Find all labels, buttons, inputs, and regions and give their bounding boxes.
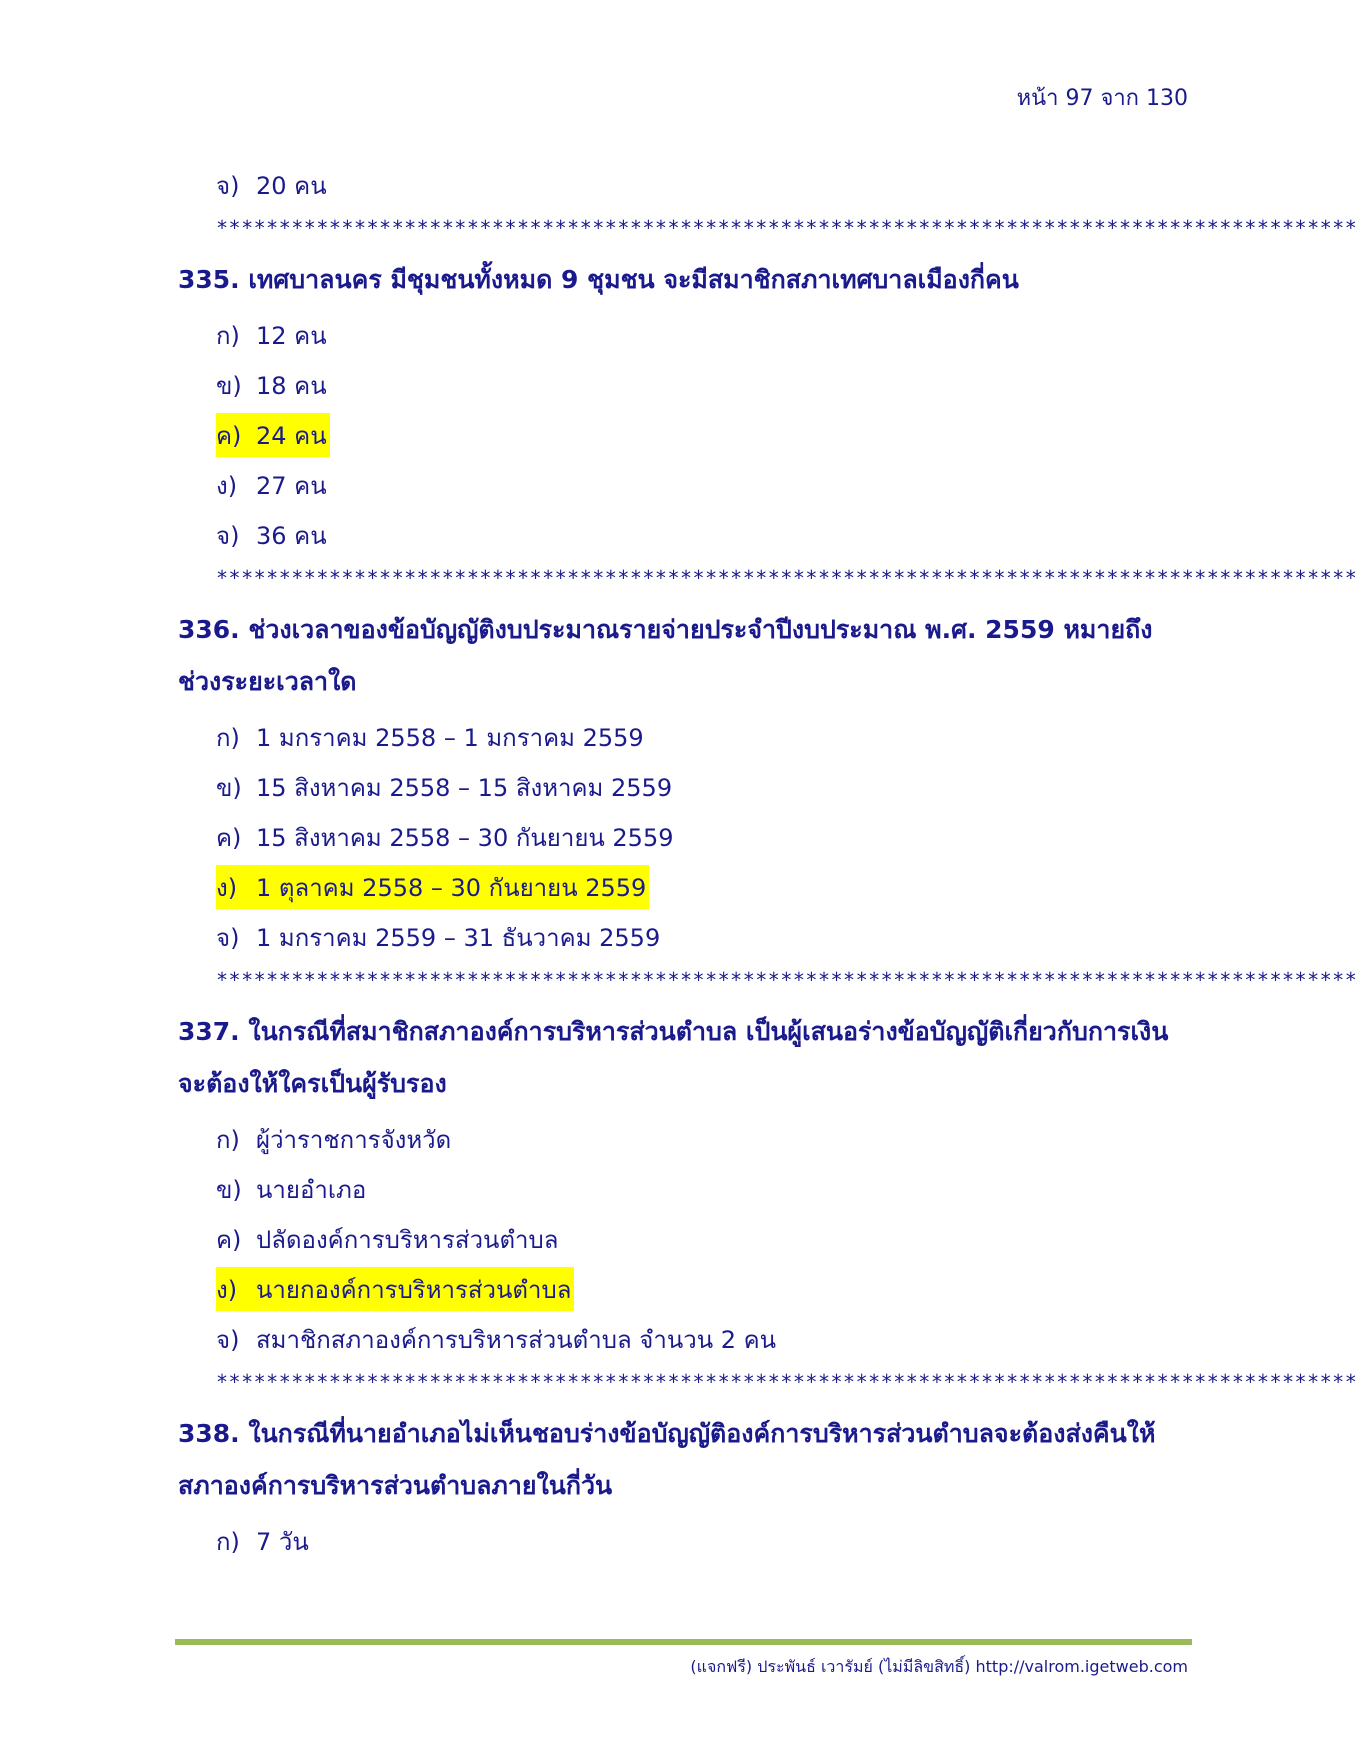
option-letter: จ) [216, 521, 240, 550]
option-content [216, 463, 330, 507]
option-content [216, 1317, 779, 1361]
option-content [216, 363, 330, 407]
option-text: 27 คน [256, 471, 327, 500]
option-text: นายอำเภอ [256, 1175, 367, 1204]
option-text: สมาชิกสภาองค์การบริหารส่วนตำบล จำนวน 2 คน [256, 1325, 777, 1354]
option-letter: ข) [216, 371, 242, 400]
option-text: 12 คน [256, 321, 327, 350]
option-letter: ข) [216, 1175, 242, 1204]
option-text: 1 มกราคม 2558 – 1 มกราคม 2559 [256, 723, 644, 752]
option-letter: จ) [216, 923, 240, 952]
option-content [216, 1519, 312, 1563]
highlighted-answer [216, 1267, 574, 1311]
highlighted-answer [216, 413, 330, 457]
option-content [216, 163, 330, 207]
option-letter: ข) [216, 773, 242, 802]
option-content [216, 1117, 454, 1161]
option-row [178, 912, 1190, 962]
option-letter: ก) [216, 321, 240, 350]
option-row-answer [178, 862, 1190, 912]
option-row [178, 460, 1190, 510]
option-row [178, 510, 1190, 560]
option-row [178, 812, 1190, 862]
question-336: 336. ช่วงเวลาของข้อบัญญัติงบประมาณรายจ่ายประจำปีงบประมาณ พ.ศ. 2559 หมายถึงช่วงระยะเวลาใด [178, 615, 1153, 696]
option-text: 20 คน [256, 171, 327, 200]
option-content [216, 313, 330, 357]
option-row [178, 1214, 1190, 1264]
option-text: 1 มกราคม 2559 – 31 ธันวาคม 2559 [256, 923, 661, 952]
option-content [216, 765, 675, 809]
option-text: 7 วัน [256, 1527, 309, 1556]
option-text: 18 คน [256, 371, 327, 400]
option-letter: ค) [216, 1225, 242, 1254]
footer-rule [175, 1639, 1192, 1645]
option-row-answer [178, 1264, 1190, 1314]
separator: ******************************************************************************************* [216, 1370, 1357, 1394]
separator: ******************************************************************************************* [216, 566, 1357, 590]
option-row [178, 1164, 1190, 1214]
option-letter: ค) [216, 823, 242, 852]
option-row [178, 160, 1190, 210]
footer-credit: (แจกฟรี) ประพันธ์ เวารัมย์ (ไม่มีลิขสิทธิ์) http://valrom.igetweb.com [690, 1657, 1188, 1676]
option-content [216, 513, 330, 557]
option-letter: ง) [216, 873, 238, 902]
separator: ******************************************************************************************* [216, 216, 1357, 240]
highlighted-answer [216, 865, 649, 909]
option-letter: ค) [216, 421, 242, 450]
option-letter: จ) [216, 1325, 240, 1354]
option-letter: ง) [216, 471, 238, 500]
option-content [216, 815, 677, 859]
option-letter: ก) [216, 1125, 240, 1154]
option-row [178, 712, 1190, 762]
option-text: 36 คน [256, 521, 327, 550]
option-row-answer [178, 410, 1190, 460]
option-text: 15 สิงหาคม 2558 – 15 สิงหาคม 2559 [256, 773, 673, 802]
page-number: หน้า 97 จาก 130 [1016, 86, 1188, 111]
option-text: 24 คน [256, 421, 327, 450]
separator: ******************************************************************************************* [216, 968, 1357, 992]
option-letter: ง) [216, 1275, 238, 1304]
option-text: 15 สิงหาคม 2558 – 30 กันยายน 2559 [256, 823, 674, 852]
option-letter: ก) [216, 723, 240, 752]
option-text: 1 ตุลาคม 2558 – 30 กันยายน 2559 [256, 873, 647, 902]
option-content [216, 715, 647, 759]
option-text: นายกองค์การบริหารส่วนตำบล [256, 1275, 572, 1304]
option-row [178, 1516, 1190, 1566]
option-letter: ก) [216, 1527, 240, 1556]
option-content [216, 915, 663, 959]
question-337: 337. ในกรณีที่สมาชิกสภาองค์การบริหารส่วนตำบล เป็นผู้เสนอร่างข้อบัญญัติเกี่ยวกับการเงินจะต้องให้ใครเป็นผู้รับรอง [178, 1017, 1169, 1098]
option-row [178, 1114, 1190, 1164]
option-letter: จ) [216, 171, 240, 200]
option-content [216, 1167, 369, 1211]
option-content [216, 1217, 561, 1261]
question-335: 335. เทศบาลนคร มีชุมชนทั้งหมด 9 ชุมชน จะมีสมาชิกสภาเทศบาลเมืองกี่คน [178, 265, 1019, 294]
option-row [178, 310, 1190, 360]
option-text: ปลัดองค์การบริหารส่วนตำบล [256, 1225, 559, 1254]
document-body [178, 160, 1357, 1566]
option-row [178, 360, 1190, 410]
option-text: ผู้ว่าราชการจังหวัด [256, 1125, 452, 1154]
option-row [178, 762, 1190, 812]
option-row [178, 1314, 1190, 1364]
question-338: 338. ในกรณีที่นายอำเภอไม่เห็นชอบร่างข้อบัญญัติองค์การบริหารส่วนตำบลจะต้องส่งคืนให้สภาองค์การบริหารส่วนตำบลภายในกี่วัน [178, 1419, 1156, 1500]
